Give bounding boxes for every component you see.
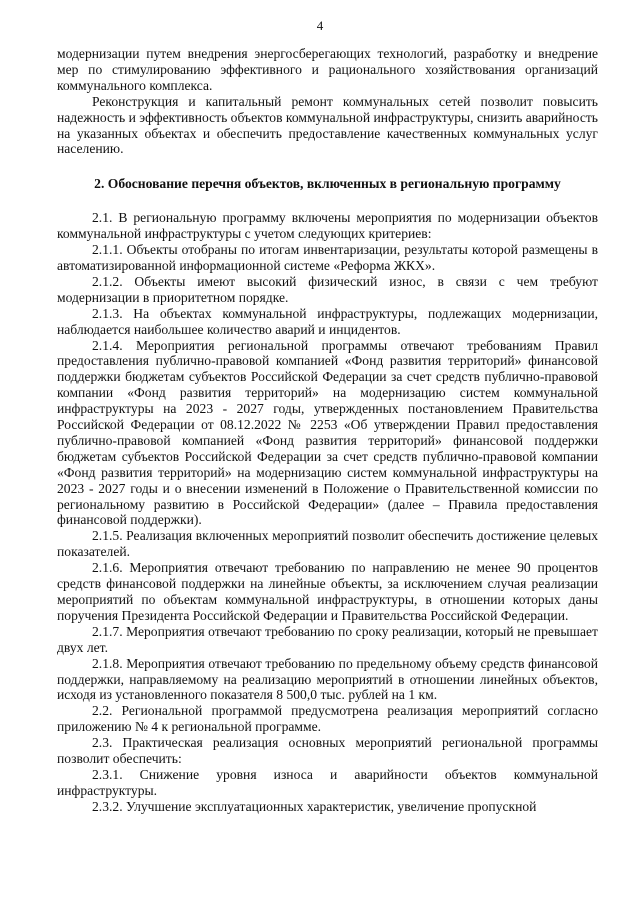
paragraph-2-3-1: 2.3.1. Снижение уровня износа и аварийности объектов коммунальной инфраструктуры. (57, 766, 598, 798)
paragraph-2-1-7: 2.1.7. Мероприятия отвечают требованию по сроку реализации, который не превышает двух лет. (57, 623, 598, 655)
paragraph-2-1-1: 2.1.1. Объекты отобраны по итогам инвентаризации, результаты которой размещены в автоматизированной информационной системе «Реформа ЖКХ». (57, 242, 598, 273)
paragraph-2-1-5: 2.1.5. Реализация включенных мероприятий позволит обеспечить достижение целевых показателей. (57, 528, 598, 560)
page-number: 4 (316, 18, 324, 33)
section-heading: 2. Обоснование перечня объектов, включенных в региональную программу (94, 176, 561, 192)
paragraph-2-1-2: 2.1.2. Объекты имеют высокий физический износ, в связи с чем требуют модернизации в приоритетном порядке. (57, 273, 598, 305)
paragraph-2-3: 2.3. Практическая реализация основных мероприятий региональной программы позволит обеспечить: (57, 735, 598, 767)
paragraph-2-3-2: 2.3.2. Улучшение эксплуатационных характеристик, увеличение пропускной (92, 798, 537, 814)
paragraph-2-1-4: 2.1.4. Мероприятия региональной программы отвечают требованиям Правил предоставления публично-правовой компанией «Фонд развития территорий» финансовой поддержки бюджетам субъектов Российской Федерации за счет средств публично-правовой компании «Фонд развития территорий» на модернизацию систем коммунальной инфраструктуры на 2023 - 2027 годы, утвержденных постановлением Правительства Российской Федерации от 08.12.2022 № 2253 «Об утверждении Правил предоставления публично-правовой компанией «Фонд развития территорий» финансовой поддержки бюджетам субъектов Российской Федерации за счет средств публично-правовой компании «Фонд развития территорий» на модернизацию систем коммунальной инфраструктуры на 2023 - 2027 годы и о внесении изменений в Положение о Правительственной комиссии по региональному развитию в Российской Федерации» (далее – Правила предоставления финансовой поддержки). (57, 337, 598, 528)
paragraph-continuation: модернизации путем внедрения энергосберегающих технологий, разработку и внедрение мер по стимулированию эффективного и рационального хозяйствования организаций коммунального комплекса. (57, 46, 598, 93)
paragraph-2-1-8: 2.1.8. Мероприятия отвечают требованию по предельному объему средств финансовой поддержки, направляемому на реализацию мероприятий в отношении линейных объектов, исходя из установленного показателя 8 500,0 тыс. рублей на 1 км. (57, 655, 598, 703)
paragraph-2-1: 2.1. В региональную программу включены мероприятия по модернизации объектов коммунальной инфраструктуры с учетом следующих критериев: (57, 210, 598, 242)
document-body (57, 46, 598, 815)
paragraph-2-1-6: 2.1.6. Мероприятия отвечают требованию по направлению не менее 90 процентов средств финансовой поддержки на линейные объекты, за исключением случая реализации мероприятий по объектам коммунальной инфраструктуры, в отношении которых даны поручения Президента Российской Федерации и Правительства Российской Федерации. (57, 560, 598, 623)
paragraph-2-1-3: 2.1.3. На объектах коммунальной инфраструктуры, подлежащих модернизации, наблюдается наибольшее количество аварий и инцидентов. (57, 305, 598, 337)
paragraph-2-2: 2.2. Региональной программой предусмотрена реализация мероприятий согласно приложению № 4 к региональной программе. (57, 703, 598, 735)
paragraph-reconstruction: Реконструкция и капитальный ремонт коммунальных сетей позволит повысить надежность и эффективность объектов коммунальной инфраструктуры, снизить аварийность на указанных объектах и обеспечить предоставление качественных коммунальных услуг населению. (57, 93, 598, 157)
